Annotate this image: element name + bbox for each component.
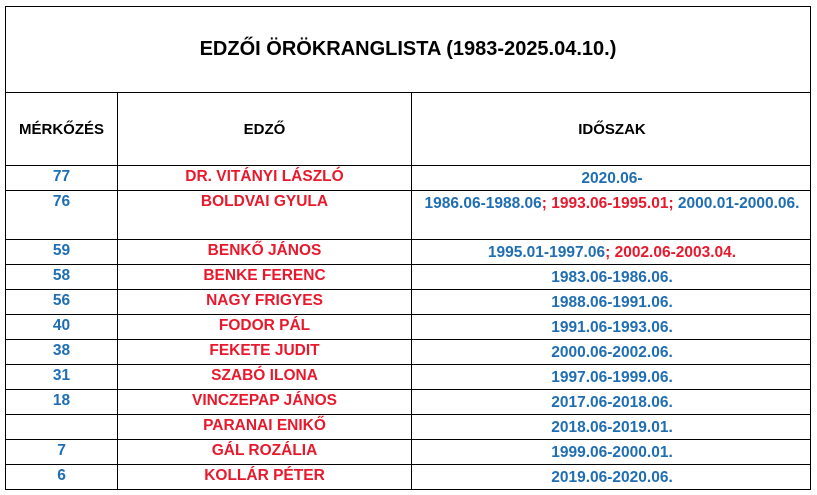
period-segment: 1997.06-1999.06. bbox=[551, 369, 673, 386]
table-row bbox=[5, 240, 811, 265]
period-cell bbox=[411, 265, 812, 289]
table-row bbox=[5, 315, 811, 340]
period-cell bbox=[411, 315, 812, 339]
period-cell bbox=[411, 166, 812, 190]
period-cell bbox=[411, 240, 812, 264]
period-segment: 1993.06-1995.01 bbox=[551, 195, 669, 212]
period-segment: ; bbox=[541, 195, 552, 212]
period-segment: ; bbox=[668, 195, 678, 212]
period-text bbox=[488, 242, 736, 264]
matches-cell: 58 bbox=[52, 267, 71, 284]
period-segment: 1991.06-1993.06. bbox=[551, 319, 673, 336]
period-text bbox=[551, 392, 673, 414]
period-text bbox=[551, 442, 673, 464]
coach-cell: SZABÓ ILONA bbox=[117, 365, 411, 389]
period-text bbox=[551, 317, 673, 339]
table-row bbox=[5, 465, 811, 490]
period-text bbox=[551, 342, 673, 364]
table-row bbox=[5, 166, 811, 191]
coach-cell: BENKŐ JÁNOS bbox=[117, 240, 411, 264]
period-segment: 2000.06-2002.06. bbox=[551, 344, 673, 361]
period-text bbox=[551, 367, 673, 389]
coach-cell: PARANAI ENIKŐ bbox=[117, 415, 411, 439]
period-cell bbox=[411, 191, 812, 239]
period-segment: 1986.06-1988.06 bbox=[424, 195, 542, 212]
matches-cell: 38 bbox=[52, 342, 71, 359]
period-cell bbox=[411, 290, 812, 314]
coach-cell: NAGY FRIGYES bbox=[117, 290, 411, 314]
period-segment: 1988.06-1991.06. bbox=[551, 294, 673, 311]
period-text bbox=[581, 168, 642, 190]
period-segment: 2020.06- bbox=[581, 170, 643, 187]
period-text bbox=[551, 417, 673, 439]
period-segment: 2002.06-2003.04. bbox=[614, 244, 737, 261]
coach-cell: BOLDVAI GYULA bbox=[117, 191, 411, 239]
period-segment: 2019.06-2020.06. bbox=[551, 469, 673, 486]
table-body bbox=[5, 166, 811, 490]
table-row bbox=[5, 390, 811, 415]
coach-cell: BENKE FERENC bbox=[117, 265, 411, 289]
table-row bbox=[5, 340, 811, 365]
table-row bbox=[5, 265, 811, 290]
matches-cell: 59 bbox=[52, 242, 71, 259]
period-text bbox=[551, 467, 673, 489]
period-segment: 1999.06-2000.01. bbox=[551, 444, 673, 461]
coach-cell: VINCZEPAP JÁNOS bbox=[117, 390, 411, 414]
table-row bbox=[5, 440, 811, 465]
coach-cell: DR. VITÁNYI LÁSZLÓ bbox=[117, 166, 411, 190]
matches-cell: 6 bbox=[57, 467, 66, 484]
matches-cell: 31 bbox=[52, 367, 71, 384]
matches-cell: 18 bbox=[52, 392, 71, 409]
period-cell bbox=[411, 365, 812, 389]
period-text bbox=[551, 267, 673, 289]
coach-cell: KOLLÁR PÉTER bbox=[117, 465, 411, 489]
period-cell bbox=[411, 440, 812, 464]
period-text bbox=[551, 292, 673, 314]
table-row bbox=[5, 191, 811, 240]
matches-cell: 56 bbox=[52, 292, 71, 309]
period-segment: 1983.06-1986.06. bbox=[551, 269, 673, 286]
period-cell bbox=[411, 390, 812, 414]
period-cell bbox=[411, 465, 812, 489]
table-row bbox=[5, 365, 811, 390]
coach-cell: FODOR PÁL bbox=[117, 315, 411, 339]
table-row bbox=[5, 415, 811, 440]
matches-cell: 76 bbox=[52, 193, 71, 210]
matches-cell: 40 bbox=[52, 317, 71, 334]
period-segment: 2018.06-2019.01. bbox=[551, 419, 673, 436]
table-title: EDZŐI ÖRÖKRANGLISTA (1983-2025.04.10.) bbox=[5, 6, 811, 93]
matches-cell bbox=[6, 415, 117, 439]
matches-cell: 77 bbox=[52, 168, 71, 185]
header-coach: EDZŐ bbox=[117, 93, 411, 165]
period-cell bbox=[411, 415, 812, 439]
coach-cell: GÁL ROZÁLIA bbox=[117, 440, 411, 464]
period-text bbox=[425, 193, 800, 239]
coach-cell: FEKETE JUDIT bbox=[117, 340, 411, 364]
period-segment: 2017.06-2018.06. bbox=[551, 394, 673, 411]
header-matches: MÉRKŐZÉS bbox=[18, 120, 104, 138]
table-row bbox=[5, 290, 811, 315]
period-segment: ; bbox=[605, 244, 615, 261]
period-segment: 2000.01-2000.06. bbox=[677, 195, 800, 212]
coach-ranking-table bbox=[5, 6, 811, 490]
matches-cell: 7 bbox=[57, 442, 66, 459]
header-row bbox=[5, 93, 811, 166]
period-segment: 1995.01-1997.06 bbox=[487, 244, 606, 261]
header-period: IDŐSZAK bbox=[411, 93, 812, 165]
period-cell bbox=[411, 340, 812, 364]
